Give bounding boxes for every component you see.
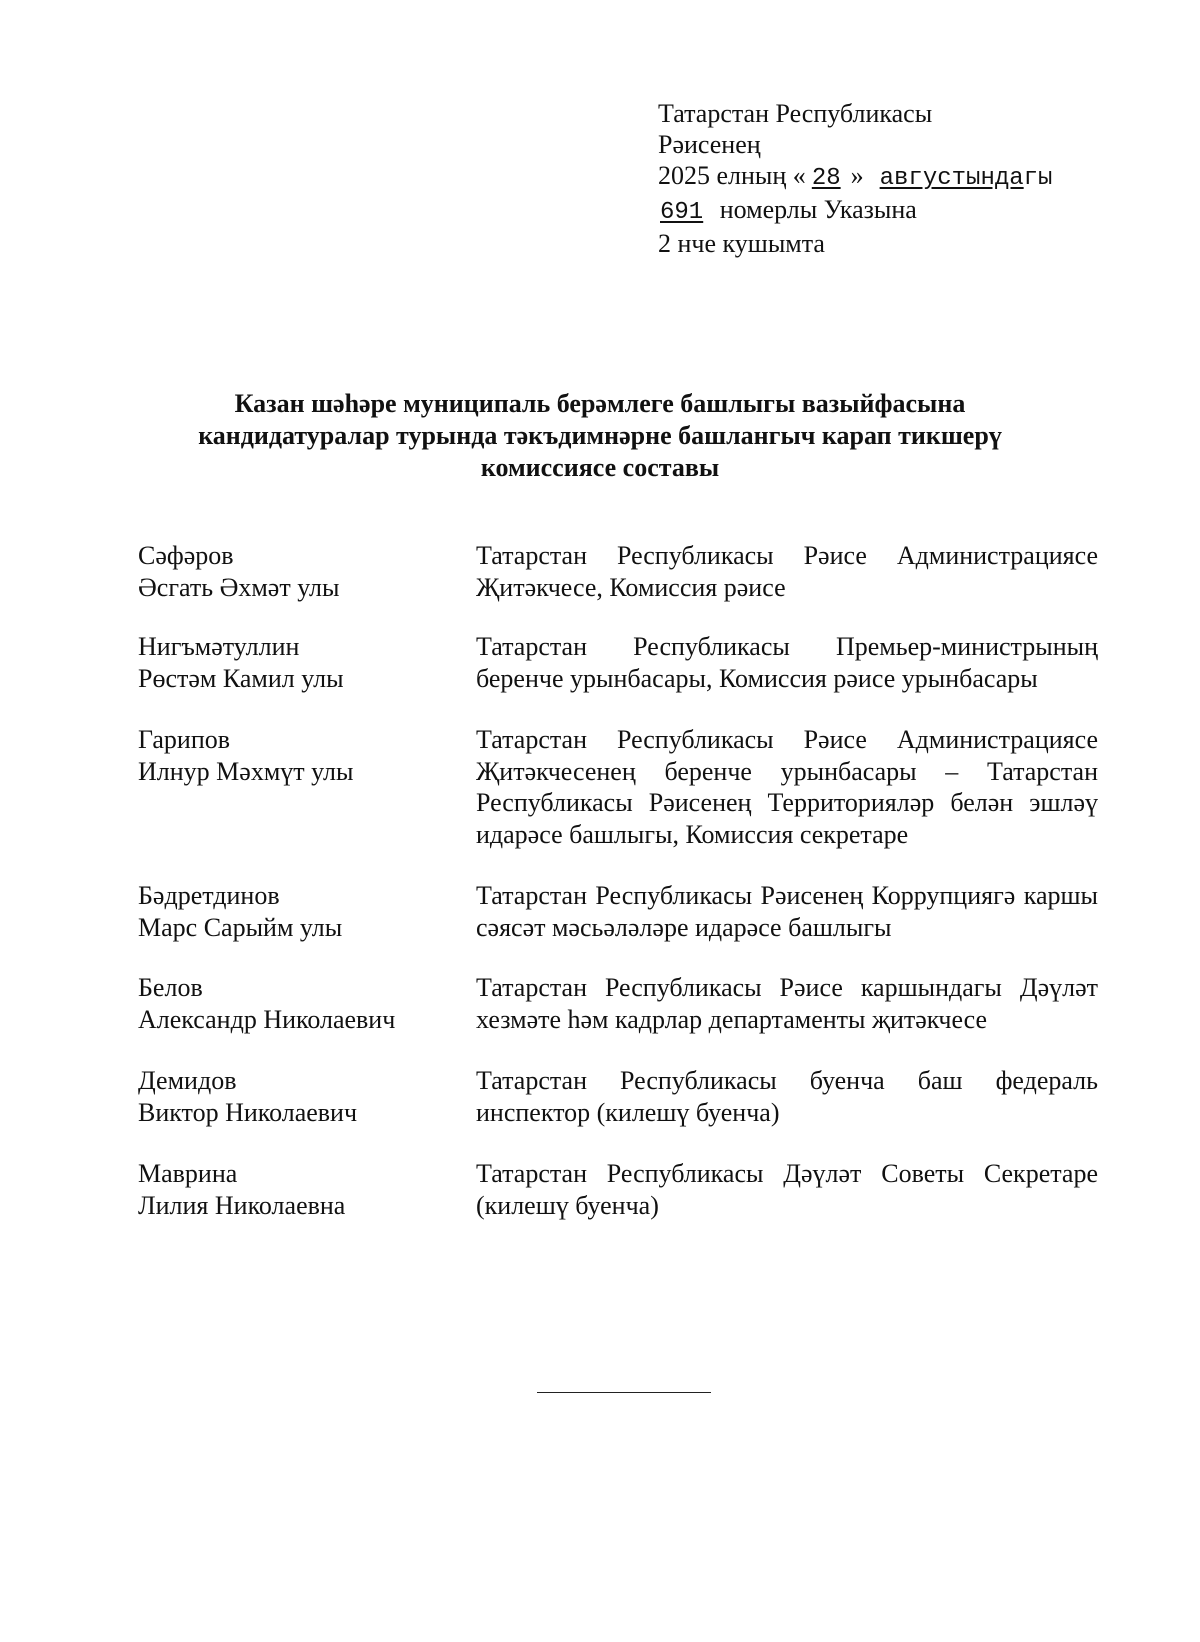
header-line-decree-number	[658, 194, 1052, 228]
member-role: Татарстан Республикасы буенча баш федераль инспектор (килешү буенча)	[476, 1066, 1098, 1127]
member-role: Татарстан Республикасы Рәисенең Коррупциягә каршы сәясәт мәсьәләләре идарәсе башлыгы	[476, 881, 1098, 942]
member-name	[138, 540, 476, 603]
member-surname: Нигъмәтуллин	[138, 632, 300, 661]
title-line-1: Казан шәһәре муниципаль берәмлеге башлыгы вазыйфасына	[234, 389, 966, 418]
header-line-date	[658, 160, 1052, 194]
member-role: Татарстан Республикасы Рәисе каршындагы Дәүләт хезмәте һәм кадрлар департаменты җитәкчесе	[476, 973, 1098, 1034]
member-name	[138, 880, 476, 943]
date-day-field: 28	[811, 165, 841, 192]
header-line-president: Рәисенең	[658, 130, 761, 159]
header-line-appendix: 2 нче кушымта	[658, 229, 825, 258]
member-surname: Сәфәров	[138, 541, 234, 570]
member-name	[138, 1065, 476, 1128]
header-line-republic: Татарстан Республикасы	[658, 99, 933, 128]
date-month-field: августында	[879, 165, 1024, 192]
member-surname: Маврина	[138, 1159, 238, 1188]
member-surname: Демидов	[138, 1066, 237, 1095]
date-suffix: гы	[1023, 165, 1053, 192]
member-name	[138, 1158, 476, 1221]
date-mid: »	[850, 161, 864, 190]
member-row	[138, 540, 1098, 603]
title-line-3: комиссиясе составы	[480, 453, 720, 482]
title-line-2: кандидатуралар турында тәкъдимнәрне башлангыч карап тикшерү	[198, 421, 1002, 450]
commission-members-list	[138, 540, 1098, 1221]
decree-number-suffix: номерлы Указына	[719, 195, 917, 224]
member-row	[138, 972, 1098, 1035]
member-role: Татарстан Республикасы Дәүләт Советы Секретаре (килешү буенча)	[476, 1159, 1098, 1220]
closing-rule	[537, 1392, 711, 1393]
decree-number-field: 691	[660, 199, 704, 226]
member-role: Татарстан Республикасы Рәисе Администрациясе Җитәкчесе, Комиссия рәисе	[476, 541, 1098, 602]
member-row	[138, 631, 1098, 694]
member-given-name: Илнур Мәхмүт улы	[138, 756, 354, 786]
member-row	[138, 1158, 1098, 1221]
member-name	[138, 972, 476, 1035]
member-surname: Белов	[138, 973, 203, 1002]
member-given-name: Рөстәм Камил улы	[138, 663, 344, 693]
appendix-header	[658, 98, 1052, 259]
member-role: Татарстан Республикасы Премьер-министрының беренче урынбасары, Комиссия рәисе урынбасары	[476, 632, 1098, 693]
member-row	[138, 724, 1098, 850]
member-given-name: Марс Сарыйм улы	[138, 912, 343, 942]
date-prefix: 2025 елның «	[658, 161, 806, 190]
member-given-name: Лилия Николаевна	[138, 1190, 346, 1220]
member-given-name: Александр Николаевич	[138, 1004, 396, 1034]
member-surname: Гарипов	[138, 725, 231, 754]
member-given-name: Виктор Николаевич	[138, 1097, 358, 1127]
member-row	[138, 1065, 1098, 1128]
member-given-name: Әсгать Әхмәт улы	[138, 572, 340, 602]
document-title	[100, 388, 1100, 484]
member-role: Татарстан Республикасы Рәисе Администрациясе Җитәкчесенең беренче урынбасары – Татарстан Республикасы Рәисенең Территорияләр белән эшләү идарәсе башлыгы, Комиссия секретаре	[476, 725, 1098, 849]
member-name	[138, 724, 476, 850]
member-row	[138, 880, 1098, 943]
member-name	[138, 631, 476, 694]
member-surname: Бәдретдинов	[138, 881, 280, 910]
